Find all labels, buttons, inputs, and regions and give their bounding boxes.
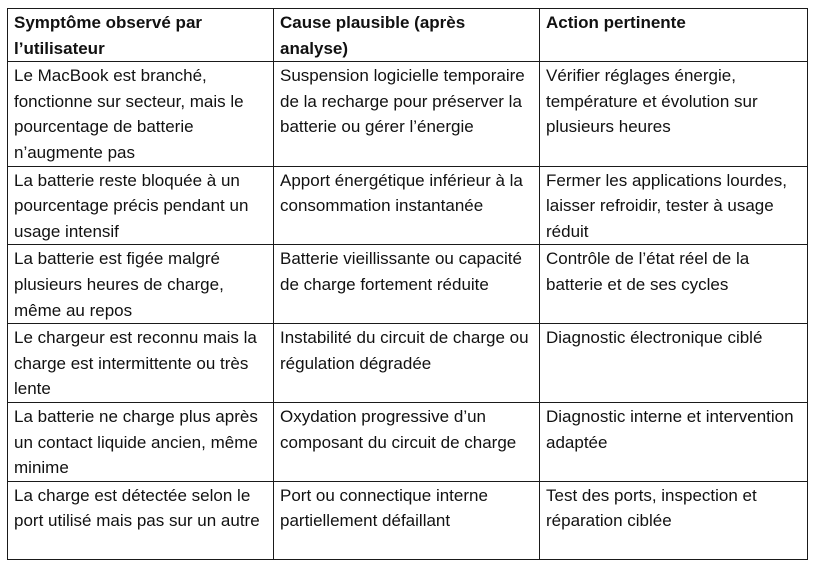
table-row [8, 324, 808, 403]
cell-symptom: La batterie est figée malgré plusieurs heures de charge, même au repos [8, 245, 274, 324]
header-cause: Cause plausible (après analyse) [274, 9, 540, 62]
cell-action: Diagnostic électronique ciblé [540, 324, 808, 403]
table-row [8, 402, 808, 481]
table-row [8, 481, 808, 559]
cell-action: Contrôle de l’état réel de la batterie et de ses cycles [540, 245, 808, 324]
cell-action: Diagnostic interne et intervention adaptée [540, 402, 808, 481]
cell-cause: Apport énergétique inférieur à la consommation instantanée [274, 166, 540, 245]
header-row [8, 9, 808, 62]
table-row [8, 166, 808, 245]
cell-cause: Batterie vieillissante ou capacité de charge fortement réduite [274, 245, 540, 324]
cell-symptom: Le MacBook est branché, fonctionne sur secteur, mais le pourcentage de batterie n’augmente pas [8, 62, 274, 166]
cell-action: Vérifier réglages énergie, température et évolution sur plusieurs heures [540, 62, 808, 166]
cell-symptom: La batterie ne charge plus après un contact liquide ancien, même minime [8, 402, 274, 481]
cell-symptom: Le chargeur est reconnu mais la charge est intermittente ou très lente [8, 324, 274, 403]
cell-symptom: La batterie reste bloquée à un pourcentage précis pendant un usage intensif [8, 166, 274, 245]
cell-cause: Oxydation progressive d’un composant du circuit de charge [274, 402, 540, 481]
cell-symptom: La charge est détectée selon le port utilisé mais pas sur un autre [8, 481, 274, 559]
cell-action: Fermer les applications lourdes, laisser refroidir, tester à usage réduit [540, 166, 808, 245]
header-action: Action pertinente [540, 9, 808, 62]
cell-cause: Instabilité du circuit de charge ou régulation dégradée [274, 324, 540, 403]
table-row [8, 62, 808, 166]
table-row [8, 245, 808, 324]
cell-cause: Suspension logicielle temporaire de la recharge pour préserver la batterie ou gérer l’énergie [274, 62, 540, 166]
header-symptom: Symptôme observé par l’utilisateur [8, 9, 274, 62]
diagnostic-table [7, 8, 808, 560]
cell-cause: Port ou connectique interne partiellement défaillant [274, 481, 540, 559]
cell-action: Test des ports, inspection et réparation ciblée [540, 481, 808, 559]
